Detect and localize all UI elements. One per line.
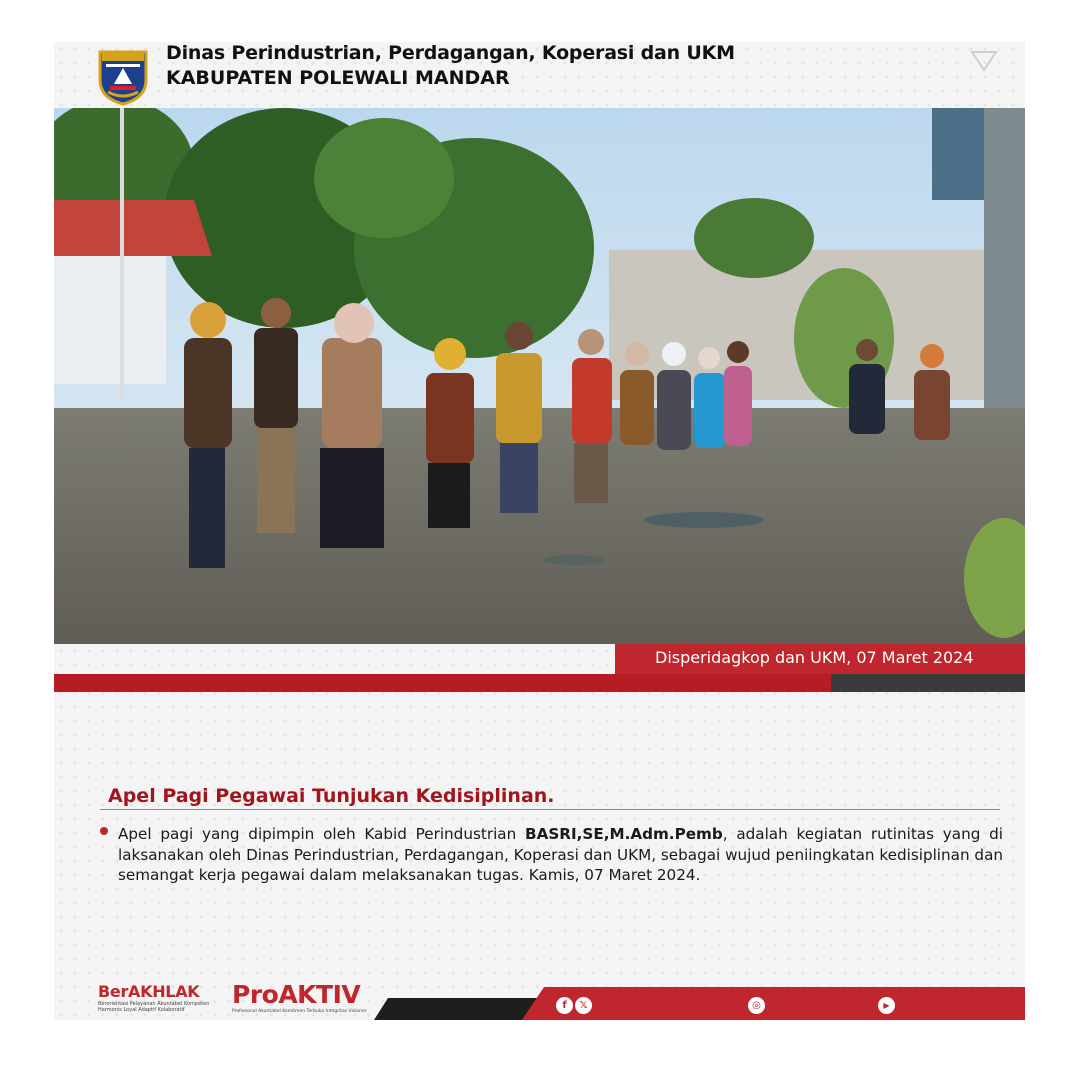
proaktiv-logo xyxy=(232,980,367,1014)
berakhlak-logo xyxy=(98,982,209,1013)
bullet-icon xyxy=(100,827,108,835)
article-body xyxy=(118,824,1003,886)
dark-divider-band xyxy=(831,674,1025,692)
event-photo xyxy=(54,108,1025,644)
polewali-mandar-crest-icon xyxy=(96,46,150,106)
org-name: Dinas Perindustrian, Perdagangan, Koperasi dan UKM xyxy=(166,42,735,64)
body-text-start: Apel pagi yang dipimpin oleh Kabid Perindustrian xyxy=(118,825,525,843)
berakhlak-tagline-1: Berorientasi Pelayanan Akuntabel Kompeten xyxy=(98,1001,210,1007)
youtube-icon[interactable]: ▶ xyxy=(878,997,895,1014)
proaktiv-wordmark: ProAKTIV xyxy=(232,980,361,1009)
body-text-end: , adalah kegiatan rutinitas yang di laksanakan oleh Dinas Perindustrian, Perdagangan, Koperasi dan UKM, sebagai wujud peniingkatan kedisiplinan dan semangat kerja pegawai dalam melaksanakan tugas. Kamis, 07 Maret 2024. xyxy=(118,825,1003,884)
berakhlak-wordmark: BerAKHLAK xyxy=(98,982,200,1001)
triangle-ornament-icon xyxy=(969,48,999,74)
instagram-icon[interactable]: ◎ xyxy=(748,997,765,1014)
post-card xyxy=(54,42,1025,1020)
title-divider xyxy=(100,809,1000,810)
footer-social-bar xyxy=(522,987,1025,1020)
berakhlak-tagline-2: Harmonis Loyal Adaptif Kolaboratif xyxy=(98,1007,185,1013)
body-text-bold-name: BASRI,SE,M.Adm.Pemb xyxy=(525,825,723,843)
facebook-icon[interactable]: f xyxy=(556,997,573,1014)
photo-caption: Disperidagkop dan UKM, 07 Maret 2024 xyxy=(615,644,1025,674)
article-title: Apel Pagi Pegawai Tunjukan Kedisiplinan. xyxy=(108,785,555,807)
regency-name: KABUPATEN POLEWALI MANDAR xyxy=(166,67,510,89)
x-twitter-icon[interactable]: 𝕏 xyxy=(575,997,592,1014)
header xyxy=(54,42,1025,108)
proaktiv-tagline: Profesional Akuntabel Komitmen Terbuka Integritas Visioner xyxy=(232,1009,367,1014)
red-divider-band xyxy=(54,674,831,692)
